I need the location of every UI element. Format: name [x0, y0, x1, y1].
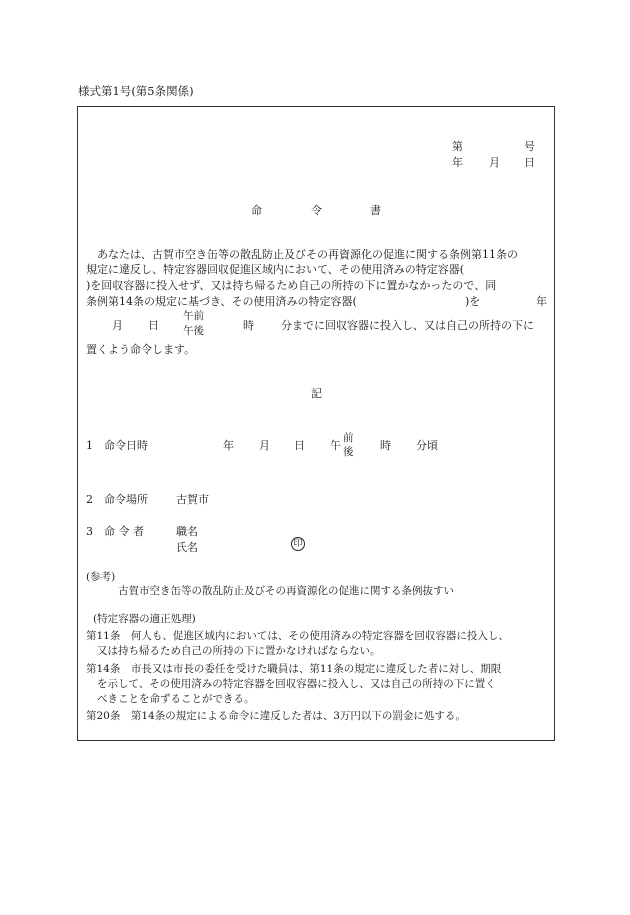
article-14-line-1: 第14条 市長又は市長の委任を受けた職員は、第11条の規定に違反した者に対し、期限	[86, 663, 502, 675]
number-suffix: 号	[524, 140, 535, 153]
item3-label: 3 命 令 者	[86, 525, 144, 538]
body-line-5-pm: 午後	[183, 325, 204, 337]
body-line-5-month: 月	[112, 319, 123, 332]
body-line-4c: 年	[536, 295, 547, 308]
body-line-5-hour: 時	[243, 319, 254, 332]
item1-minute: 分頃	[416, 439, 438, 452]
article-11-line-2: 又は持ち帰るため自己の所持の下に置かなければならない。	[97, 645, 381, 657]
body-line-4b: )を	[465, 295, 481, 308]
date-day: 日	[524, 156, 535, 169]
item1-go: 午	[330, 439, 341, 452]
title-char-2: 令	[311, 204, 322, 217]
body-line-5-am: 午前	[183, 310, 204, 322]
ki-heading: 記	[311, 387, 322, 400]
form-label: 様式第1号(第5条関係)	[78, 84, 194, 98]
item3-name-label: 氏名	[176, 541, 198, 554]
body-line-2: 規定に違反し、特定容器回収促進区域内において、その使用済みの特定容器(	[86, 263, 465, 276]
title-char-1: 命	[251, 204, 262, 217]
date-year: 年	[452, 156, 463, 169]
item1-month: 月	[259, 439, 270, 452]
item1-hour: 時	[380, 439, 391, 452]
reference-section-heading: (特定容器の適正処理)	[93, 613, 196, 625]
item2-value: 古賀市	[176, 493, 209, 506]
number-prefix: 第	[452, 140, 463, 153]
item1-day: 日	[294, 439, 305, 452]
item2-label: 2 命令場所	[86, 493, 148, 506]
item1-year: 年	[223, 439, 234, 452]
body-line-6: 置くよう命令します。	[86, 343, 196, 356]
body-line-3: )を回収容器に投入せず、又は持ち帰るため自己の所持の下に置かなかったので、同	[86, 279, 497, 292]
seal-mark-icon: 印	[291, 537, 305, 551]
date-month: 月	[489, 156, 500, 169]
item1-label: 1 命令日時	[86, 439, 148, 452]
body-line-4a: 条例第14条の規定に基づき、その使用済みの特定容器(	[86, 295, 357, 308]
body-line-5-day: 日	[148, 319, 159, 332]
item1-zen: 前	[343, 432, 354, 444]
body-line-5-rest: 分までに回収容器に投入し、又は自己の所持の下に	[281, 319, 534, 332]
body-line-1: あなたは、古賀市空き缶等の散乱防止及びその再資源化の促進に関する条例第11条の	[97, 248, 518, 261]
item1-ato: 後	[343, 446, 354, 458]
item3-post-label: 職名	[176, 525, 198, 538]
article-14-line-3: べきことを命ずることができる。	[97, 693, 255, 705]
reference-title: 古賀市空き缶等の散乱防止及びその再資源化の促進に関する条例抜すい	[118, 585, 454, 597]
article-20-line: 第20条 第14条の規定による命令に違反した者は、3万円以下の罰金に処する。	[86, 710, 466, 722]
title-char-3: 書	[370, 204, 381, 217]
reference-heading: (参考)	[86, 571, 116, 583]
article-14-line-2: を示して、その使用済みの特定容器を回収容器に投入し、又は自己の所持の下に置く	[97, 678, 496, 690]
article-11-line-1: 第11条 何人も、促進区域内においては、その使用済みの特定容器を回収容器に投入し、	[86, 630, 509, 642]
